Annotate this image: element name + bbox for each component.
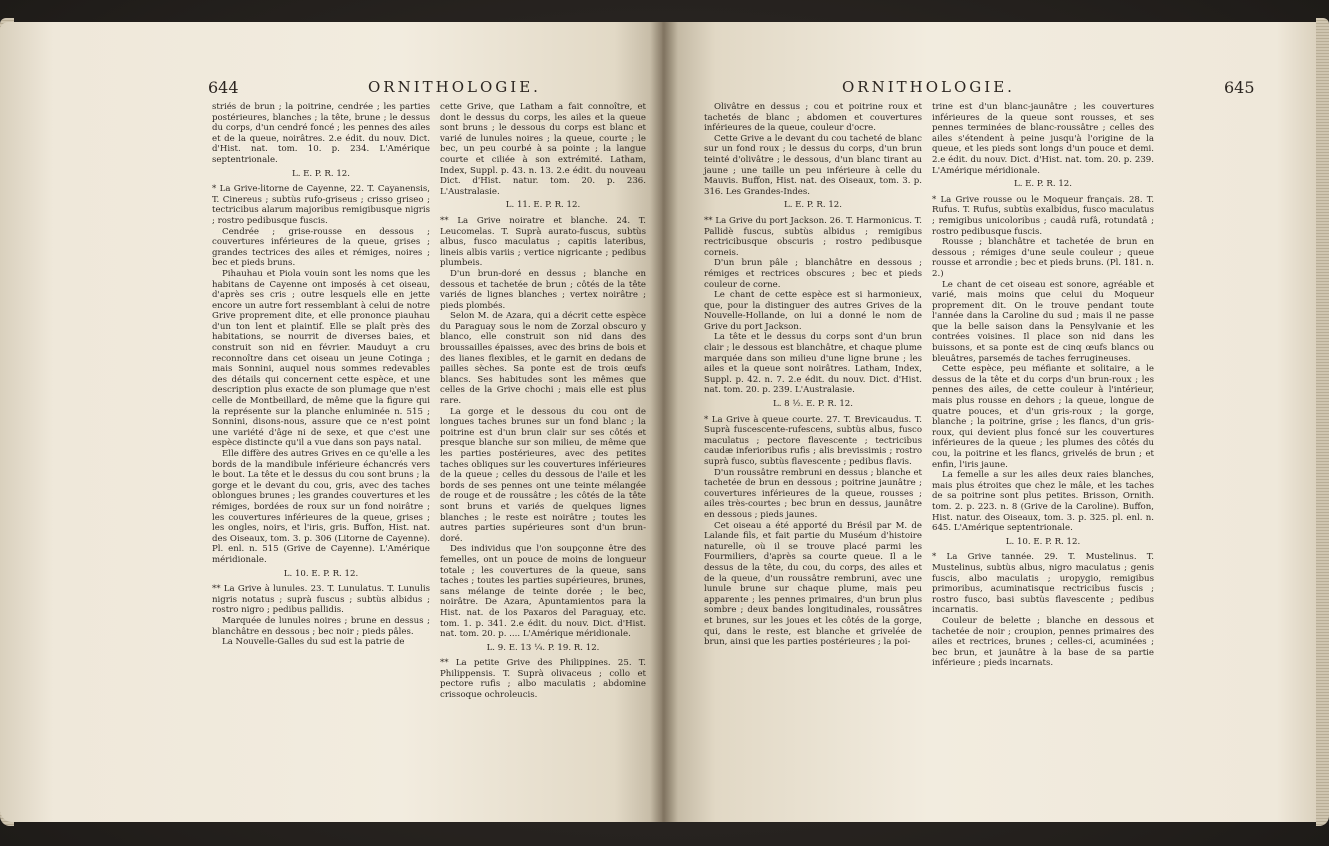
text-block: D'un roussâtre rembruni en dessus ; blanche et tachetée de brun en dessous ; poitrine jaunâtre ; couvertures inférieures de la queue, rousses ; ailes très-courtes ; bec brun en dessus, jaunâtre en dessous ; pieds jaunes. — [704, 467, 922, 520]
measure-line: L. E. P. R. 12. — [1013, 179, 1072, 190]
page-number-left: 644 — [208, 78, 239, 97]
species-heading: ** La Grive du port Jackson. 26. T. Harmonicus. T. Pallidè fuscus, subtùs albidus ; remigibus rectricibusque obscuris ; rostro pedibusque corneis. — [704, 215, 922, 258]
page-edges-right — [1316, 18, 1329, 826]
text-block: Pihauhau et Piola vouin sont les noms que les habitans de Cayenne ont imposés à cet oiseau, d'après ses cris ; outre lesquels elle en jette encore un autre fort ressemblant à celui de notre Grive proprement dite, et elle prononce piauhau d'un ton lent et plaintif. Elle se plaît près des habitations, se nourrit de diverses baies, et construit son nid en février. Mauduyt a cru reconnoître dans cet oiseau un jeune Cotinga ; mais Sonnini, auquel nous sommes redevables des détails qui concernent cette espèce, et une description plus exacte de son plumage que n'est celle de Montbeillard, de même que la figure qui la représente sur la planche enluminée n. 515 ; Sonnini, disons-nous, assure que ce n'est point une variété d'âge ni de sexe, et que c'est une espèce distincte qu'il a vue dans son pays natal. — [212, 268, 430, 449]
text-block: La gorge et le dessous du cou ont de longues taches brunes sur un fond blanc ; la poitrine est d'un brun clair sur ses côtés et presque blanche sur son milieu, de même que les parties postérieures, avec des petites taches obliques sur les couvertures inférieures de la queue ; celles du dessous de l'aile et les bords de ses pennes ont une teinte mélangée de rouge et de roussâtre ; les côtés de la tête sont bruns et variés de quelques lignes blanches ; le reste est noirâtre ; toutes les autres parties supérieures sont d'un brun-doré. — [440, 406, 646, 544]
species-heading: * La Grive rousse ou le Moqueur français. 28. T. Rufus. T. Rufus, subtùs exalbidus, fusco maculatus ; remigibus unicoloribus ; caudâ rufâ, rotundatâ ; rostro pedibusque fuscis. — [932, 194, 1154, 237]
text-block: Le chant de cette espèce est si harmonieux, que, pour la distinguer des autres Grives de la Nouvelle-Hollande, on lui a donné le nom de Grive du port Jackson. — [704, 290, 922, 332]
text-block: La tête et le dessus du corps sont d'un brun clair ; le dessous est blanchâtre, et chaque plume marquée dans son milieu d'une ligne brune ; les ailes et la queue sont noirâtres. Latham, Index, Suppl. p. 42. n. 7. 2.e édit. du nouv. Dict. d'Hist. nat. tom. 20. p. 239. L'Australasie. — [704, 332, 922, 396]
text-block: D'un brun pâle ; blanchâtre en dessous ; rémiges et rectrices obscures ; bec et pieds couleur de corne. — [704, 258, 922, 290]
text-block: striés de brun ; la poitrine, cendrée ; les parties postérieures, blanches ; la tête, brune ; le dessus du corps, d'un cendré foncé ; les pennes des ailes et de la queue, noirâtres. 2.e édit. du nouv. Dict. d'Hist. nat. tom. 10. p. 234. L'Amérique septentrionale. — [212, 102, 430, 165]
text-block: Le chant de cet oiseau est sonore, agréable et varié, mais moins que celui du Moqueur proprement dit. On le trouve pendant toute l'année dans la Caroline du sud ; mais il ne passe que la belle saison dans la Pensylvanie et les contrées voisines. Il place son nid dans les buissons, et sa ponte est de cinq œufs blancs ou bleuâtres, parsemés de taches ferrugineuses. — [932, 279, 1154, 364]
species-heading: * La Grive à queue courte. 27. T. Brevicaudus. T. Suprà fuscescente-rufescens, subtùs albus, fusco maculatus ; pectore flavescente ; tectricibus caudæ inferioribus rufis ; alis brevissimis ; rostro suprà fusco, subtùs flavescente ; pedibus flavis. — [704, 414, 922, 467]
text-block: Cette espèce, peu méfiante et solitaire, a le dessus de la tête et du corps d'un brun-roux ; les pennes des ailes, de cette couleur à l'intérieur, mais plus rousse en dehors ; la queue, longue de quatre pouces, et d'un gris-roux ; la gorge, blanche ; la poitrine, grise ; les flancs, d'un gris-roux, qui devient plus foncé sur les couvertures inférieures de la queue ; les plumes des côtés du cou, la poitrine et les flancs, grivelés de brun ; et enfin, l'iris jaune. — [932, 364, 1154, 470]
text-block: La femelle a sur les ailes deux raies blanches, mais plus étroites que chez le mâle, et les taches de sa poitrine sont plus petites. Brisson, Ornith. tom. 2. p. 223. n. 8 (Grive de la Caroline). Buffon, Hist. natur. des Oiseaux, tom. 3. p. 325. pl. enl. n. 645. L'Amérique septentrionale. — [932, 470, 1154, 534]
measure-line: L. E. P. R. 12. — [291, 168, 350, 179]
measure-line: L. 8 ½. E. P. R. 12. — [772, 399, 853, 410]
running-head-left: ORNITHOLOGIE. — [368, 78, 541, 96]
left-page — [0, 22, 668, 822]
left-column-1 — [212, 102, 430, 648]
text-block: cette Grive, que Latham a fait connoître, et dont le dessus du corps, les ailes et la queue sont bruns ; le dessous du corps est blanc et varié de lunules noires ; la queue, courte ; le bec, un peu courbé à sa pointe ; la langue courte et ciliée à son extrémité. Latham, Index, Suppl. p. 43. n. 13. 2.e édit. du nouveau Dict. d'Hist. natur. tom. 20. p. 236. L'Australasie. — [440, 102, 646, 197]
measure-line: L. E. P. R. 12. — [783, 200, 842, 211]
text-block: La Nouvelle-Galles du sud est la patrie de — [222, 637, 405, 648]
text-block: Elle diffère des autres Grives en ce qu'elle a les bords de la mandibule inférieure échancrés vers le bout. La tête et le dessus du cou sont bruns ; la gorge et le devant du cou, gris, avec des taches oblongues brunes ; les grandes couvertures et les rémiges, bordées de roux sur un fond noirâtre ; les couvertures inférieures de la queue, grises ; les ongles, noirs, et l'iris, gris. Buffon, Hist. nat. des Oiseaux, tom. 3. p. 306 (Litorne de Cayenne). Pl. enl. n. 515 (Grive de Cayenne). L'Amérique méridionale. — [212, 449, 430, 565]
right-column-1 — [704, 102, 922, 648]
text-block: trine est d'un blanc-jaunâtre ; les couvertures inférieures de la queue sont rousses, et ses pennes terminées de blanc-roussâtre ; celles des ailes s'étendent à peine jusqu'à l'origine de la queue, et les pieds sont longs d'un pouce et demi. 2.e édit. du nouv. Dict. d'Hist. nat. tom. 20. p. 239. L'Amérique méridionale. — [932, 102, 1154, 176]
measure-line: L. 9. E. 13 ¼. P. 19. R. 12. — [486, 642, 600, 653]
species-heading: * La Grive tannée. 29. T. Mustelinus. T. Mustelinus, subtùs albus, nigro maculatus ; genis fuscis, albo maculatis ; uropygio, remigibus primoribus, acuminatisque rectricibus fuscis ; rostro fusco, basi subtùs flavescente ; pedibus incarnatis. — [932, 552, 1154, 616]
text-block: Cendrée ; grise-rousse en dessous ; couvertures inférieures de la queue, grises ; grandes tectrices des ailes et rémiges, noires ; bec et pieds bruns. — [212, 226, 430, 269]
measure-line: L. 10. E. P. R. 12. — [283, 568, 359, 579]
species-heading: ** La Grive noiratre et blanche. 24. T. Leucomelas. T. Suprà aurato-fuscus, subtùs albus, fusco maculatus ; capitis lateribus, lineis albis variis ; vertice nigricante ; pedibus plumbeis. — [440, 215, 646, 269]
measure-line: L. 10. E. P. R. 12. — [1005, 536, 1081, 547]
text-block: Olivâtre en dessus ; cou et poitrine roux et tachetés de blanc ; abdomen et couvertures inférieures de la queue, couleur d'ocre. — [704, 102, 922, 134]
species-heading: ** La Grive à lunules. 23. T. Lunulatus. T. Lunulis nigris notatus ; suprà fuscus ; subtùs albidus ; rostro nigro ; pedibus pallidis. — [212, 584, 430, 616]
text-block: Selon M. de Azara, qui a décrit cette espèce du Paraguay sous le nom de Zorzal obscuro y blanco, elle construit son nid dans des broussailles épaisses, avec des brins de bois et des lianes flexibles, et le garnit en dedans de pailles sèches. Sa ponte est de trois œufs blancs. Ses habitudes sont les mêmes que celles de la Grive chochi ; mais elle est plus rare. — [440, 311, 646, 407]
text-block: Couleur de belette ; blanche en dessous et tachetée de noir ; croupion, pennes primaires des ailes et rectrices, brunes ; celles-ci, acuminées ; bec brun, et jaunâtre à la base de sa partie inférieure ; pieds incarnats. — [932, 615, 1154, 669]
book-gutter — [650, 22, 678, 822]
right-column-2 — [932, 102, 1154, 669]
left-column-2 — [440, 102, 646, 701]
text-block: Rousse ; blanchâtre et tachetée de brun en dessous ; rémiges d'une seule couleur ; queue rousse et arrondie ; bec et pieds bruns. (Pl. 181. n. 2.) — [932, 237, 1154, 279]
text-block: D'un brun-doré en dessus ; blanche en dessous et tachetée de brun ; côtés de la tête variés de lignes blanches ; vertex noirâtre ; pieds plombés. — [440, 268, 646, 311]
species-heading: ** La petite Grive des Philippines. 25. T. Philippensis. T. Suprà olivaceus ; collo et pectore rufis ; albo maculatis ; abdomine crissoque ochroleucis. — [440, 658, 646, 701]
text-block: Marquée de lunules noires ; brune en dessus ; blanchâtre en dessous ; bec noir ; pieds pâles. — [212, 615, 430, 637]
text-block: Cette Grive a le devant du cou tacheté de blanc sur un fond roux ; le dessus du corps, d'un brun teinté d'olivâtre ; le dessous, d'un blanc tirant au jaune ; une taille un peu inférieure à celle du Mauvis. Buffon, Hist. nat. des Oiseaux, tom. 3. p. 316. Les Grandes-Indes. — [704, 133, 922, 197]
text-block: Cet oiseau a été apporté du Brésil par M. de Lalande fils, et fait partie du Muséum d'histoire naturelle, où il se trouve placé parmi les Fourmiliers, d'après sa courte queue. Il a le dessus de la tête, du cou, du corps, des ailes et de la queue, d'un roussâtre rembruni, avec une lunule brune sur chaque plume, mais peu apparente ; les pennes primaires, d'un brun plus sombre ; deux bandes longitudinales, roussâtres et brunes, sur les joues et les côtés de la gorge, qui, dans le reste, est blanche et grivelée de brun, ainsi que les parties postérieures ; la poi- — [704, 520, 922, 648]
species-heading: * La Grive-litorne de Cayenne, 22. T. Cayanensis, T. Cinereus ; subtùs rufo-griseus ; crisso griseo ; tectricibus alarum majoribus remigibusque nigris ; rostro pedibusque fuscis. — [212, 184, 430, 226]
running-head-right: ORNITHOLOGIE. — [842, 78, 1015, 96]
right-page — [662, 22, 1329, 822]
measure-line: L. 11. E. P. R. 12. — [505, 200, 581, 211]
text-block: Des individus que l'on soupçonne être des femelles, ont un pouce de moins de longueur totale ; les couvertures de la queue, sans taches ; toutes les parties supérieures, brunes, sans mélange de teinte dorée ; le bec, noirâtre. De Azara, Apuntamientos para la Hist. nat. de los Paxaros del Paraguay, etc. tom. 1. p. 341. 2.e édit. du nouv. Dict. d'Hist. nat. tom. 20. p. .... L'Amérique méridionale. — [440, 544, 646, 640]
page-number-right: 645 — [1224, 78, 1255, 97]
